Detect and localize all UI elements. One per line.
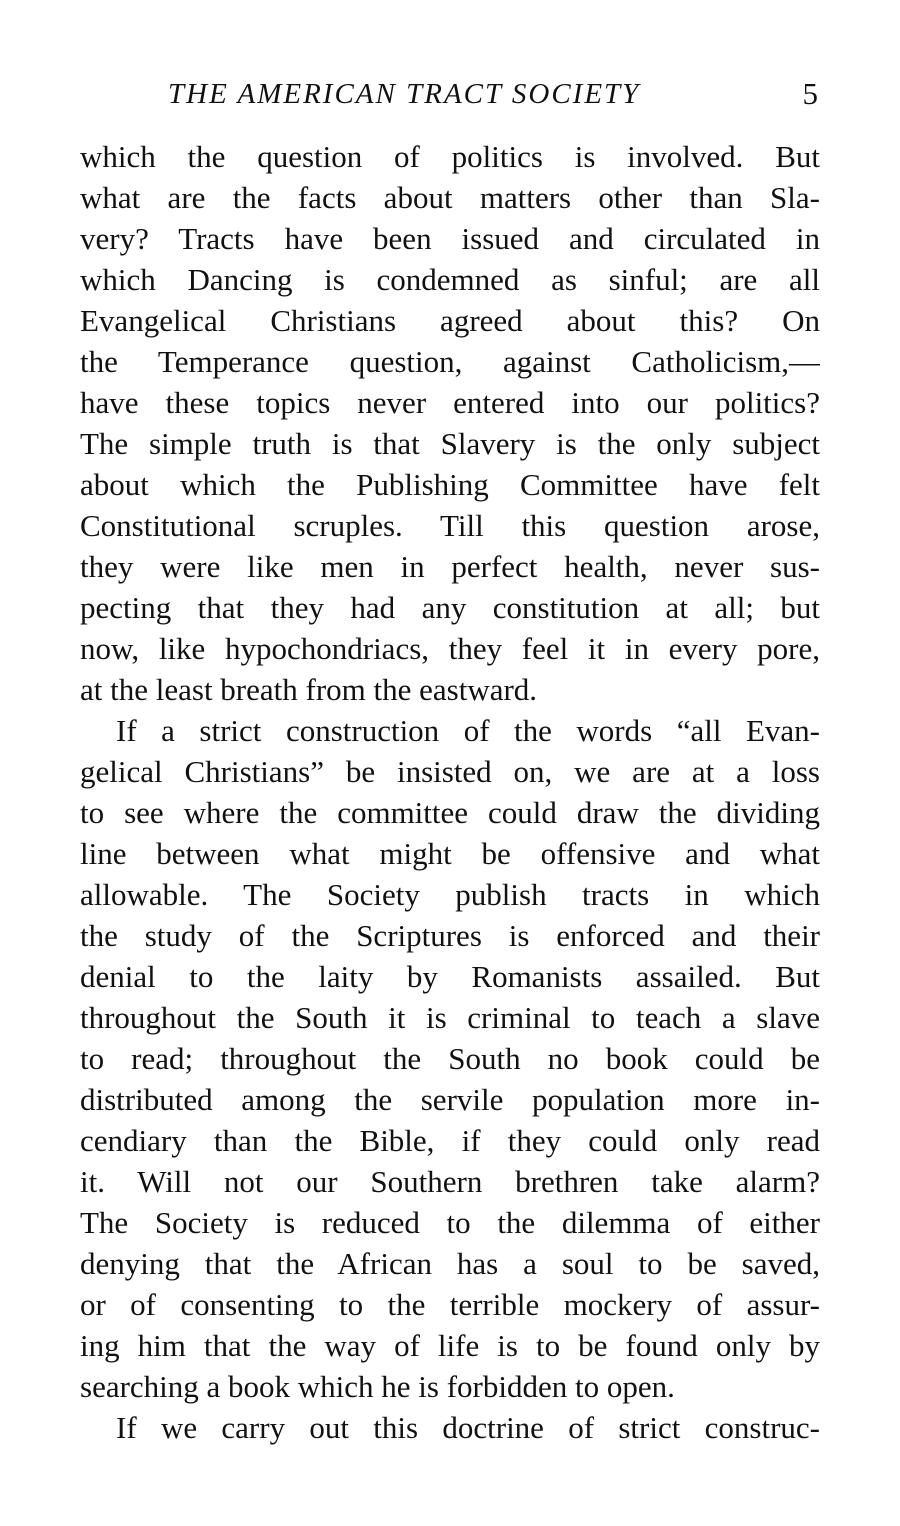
text-line: distributed among the servile population more in- <box>80 1082 820 1117</box>
text-line: If we carry out this doctrine of strict construc- <box>116 1410 820 1445</box>
text-line: at the least breath from the eastward. <box>80 672 538 707</box>
text-line: about which the Publishing Committee have felt <box>80 467 820 502</box>
running-title: THE AMERICAN TRACT SOCIETY <box>168 78 641 110</box>
text-line: cendiary than the Bible, if they could only read <box>80 1123 820 1158</box>
text-line: If a strict construction of the words “all Evan- <box>116 713 820 748</box>
text-line: line between what might be offensive and what <box>80 836 820 871</box>
text-line: the study of the Scriptures is enforced and their <box>80 918 820 953</box>
text-line: the Temperance question, against Catholicism,— <box>80 344 820 379</box>
text-line: to read; throughout the South no book could be <box>80 1041 820 1076</box>
text-line: now, like hypochondriacs, they feel it in every pore, <box>80 631 820 666</box>
text-line: allowable. The Society publish tracts in which <box>80 877 820 912</box>
text-line: which the question of politics is involved. But <box>80 139 820 174</box>
text-line: denying that the African has a soul to be saved, <box>80 1246 820 1281</box>
text-line: The Society is reduced to the dilemma of either <box>80 1205 820 1240</box>
page-number: 5 <box>802 76 818 111</box>
text-line: throughout the South it is criminal to teach a slave <box>80 1000 820 1035</box>
text-line: they were like men in perfect health, never sus- <box>80 549 820 584</box>
text-line: searching a book which he is forbidden to open. <box>80 1369 675 1404</box>
text-line: pecting that they had any constitution at all; but <box>80 590 820 625</box>
text-line: Constitutional scruples. Till this question arose, <box>80 508 820 543</box>
text-line: what are the facts about matters other than Sla- <box>80 180 820 215</box>
text-line: denial to the laity by Romanists assailed. But <box>80 959 820 994</box>
text-line: to see where the committee could draw the dividing <box>80 795 820 830</box>
text-line: which Dancing is condemned as sinful; are all <box>80 262 820 297</box>
text-line: ing him that the way of life is to be found only by <box>80 1328 820 1363</box>
body-text <box>80 136 820 1448</box>
text-line: Evangelical Christians agreed about this? On <box>80 303 820 338</box>
page-header <box>80 74 820 118</box>
text-line: gelical Christians” be insisted on, we are at a loss <box>80 754 820 789</box>
text-line: The simple truth is that Slavery is the only subject <box>80 426 820 461</box>
text-line: have these topics never entered into our politics? <box>80 385 820 420</box>
text-line: very? Tracts have been issued and circulated in <box>80 221 820 256</box>
text-line: or of consenting to the terrible mockery of assur- <box>80 1287 820 1322</box>
text-line: it. Will not our Southern brethren take alarm? <box>80 1164 820 1199</box>
